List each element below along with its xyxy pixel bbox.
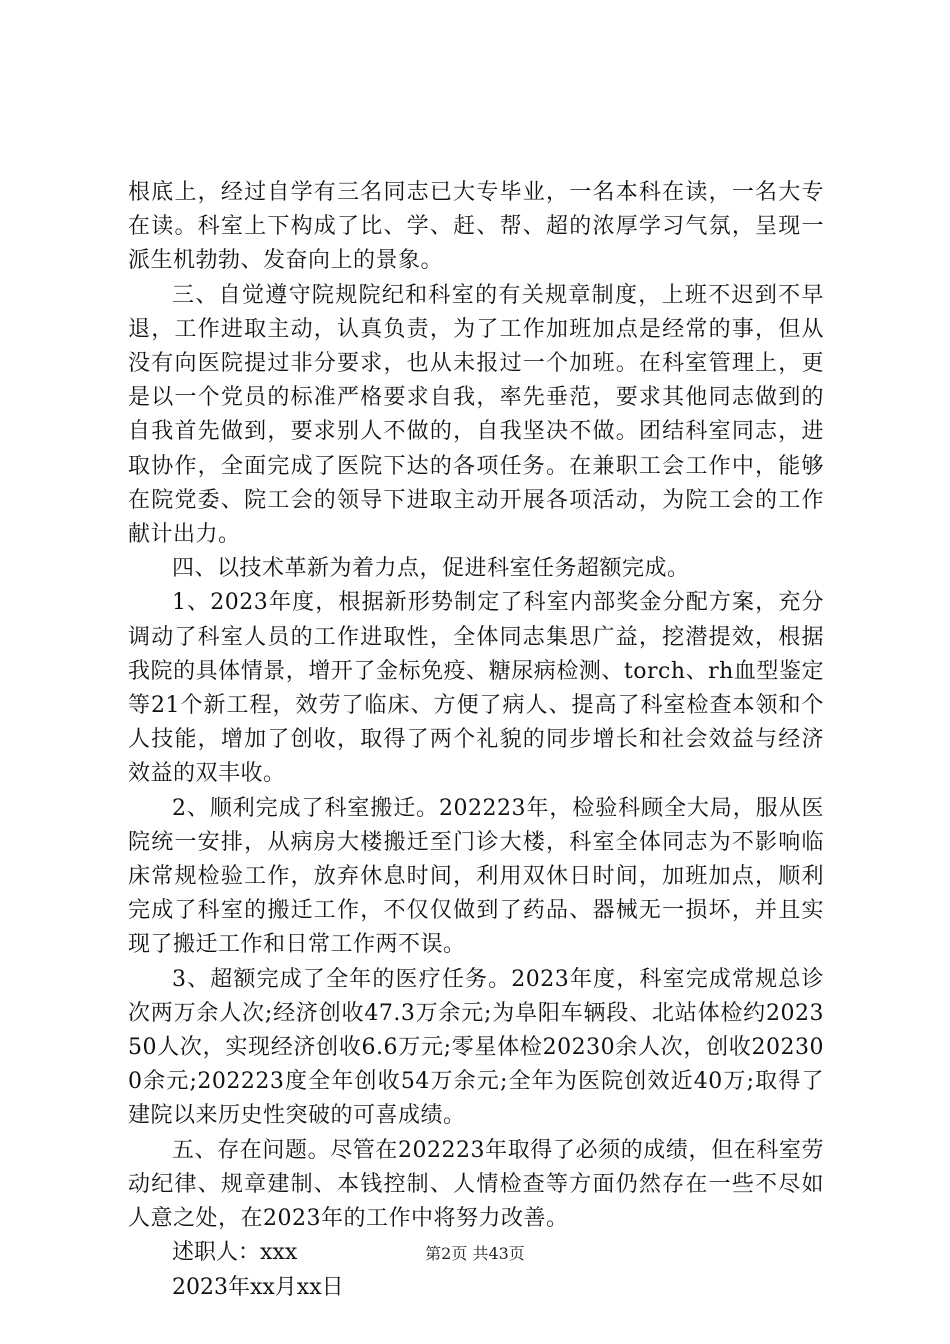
paragraph-continuation: 根底上，经过自学有三名同志已大专毕业，一名本科在读，一名大专在读。科室上下构成了比、学、赶、帮、超的浓厚学习气氛，呈现一派生机勃勃、发奋向上的景象。 <box>128 180 824 274</box>
paragraph-item-three: 3、超额完成了全年的医疗任务。2023年度，科室完成常规总诊次两万余人次;经济创收47.3万余元;为阜阳车辆段、北站体检约202350人次，实现经济创收6.6万元;零星体检20230余人次，创收202300余元;202223度全年创收54万余元;全年为医院创效近40万;取得了建院以来历史性突破的可喜成绩。 <box>128 966 824 1129</box>
paragraph-item-two: 2、顺利完成了科室搬迁。202223年，检验科顾全大局，服从医院统一安排，从病房大楼搬迁至门诊大楼，科室全体同志为不影响临床常规检验工作，放弃休息时间，利用双休日时间，加班加点，顺利完成了科室的搬迁工作，不仅仅做到了药品、器械无一损坏，并且实现了搬迁工作和日常工作两不误。 <box>128 795 824 958</box>
paragraph-item-one: 1、2023年度，根据新形势制定了科室内部奖金分配方案，充分调动了科室人员的工作进取性，全体同志集思广益，挖潜提效，根据我院的具体情景，增开了金标免疫、糖尿病检测、torch、rh血型鉴定等21个新工程，效劳了临床、方便了病人、提高了科室检查本领和个人技能，增加了创收，取得了两个礼貌的同步增长和社会效益与经济效益的双丰收。 <box>128 590 824 787</box>
paragraph-section-four-heading: 四、以技术革新为着力点，促进科室任务超额完成。 <box>172 556 690 582</box>
document-body <box>128 176 824 1305</box>
signature-line: 述职人：xxx <box>172 1240 298 1266</box>
paragraph-section-three: 三、自觉遵守院规院纪和科室的有关规章制度，上班不迟到不早退，工作进取主动，认真负责，为了工作加班加点是经常的事，但从没有向医院提过非分要求，也从未报过一个加班。在科室管理上，更是以一个党员的标准严格要求自我，率先垂范，要求其他同志做到的自我首先做到，要求别人不做的，自我坚决不做。团结科室同志，进取协作，全面完成了医院下达的各项任务。在兼职工会工作中，能够在院党委、院工会的领导下进取主动开展各项活动，为院工会的工作献计出力。 <box>128 282 824 548</box>
page-number-footer: 第2页 共43页 <box>425 1244 525 1263</box>
date-line: 2023年xx月xx日 <box>172 1274 344 1300</box>
paragraph-section-five: 五、存在问题。尽管在202223年取得了必须的成绩，但在科室劳动纪律、规章建制、本钱控制、人情检查等方面仍然存在一些不尽如人意之处，在2023年的工作中将努力改善。 <box>128 1137 824 1232</box>
